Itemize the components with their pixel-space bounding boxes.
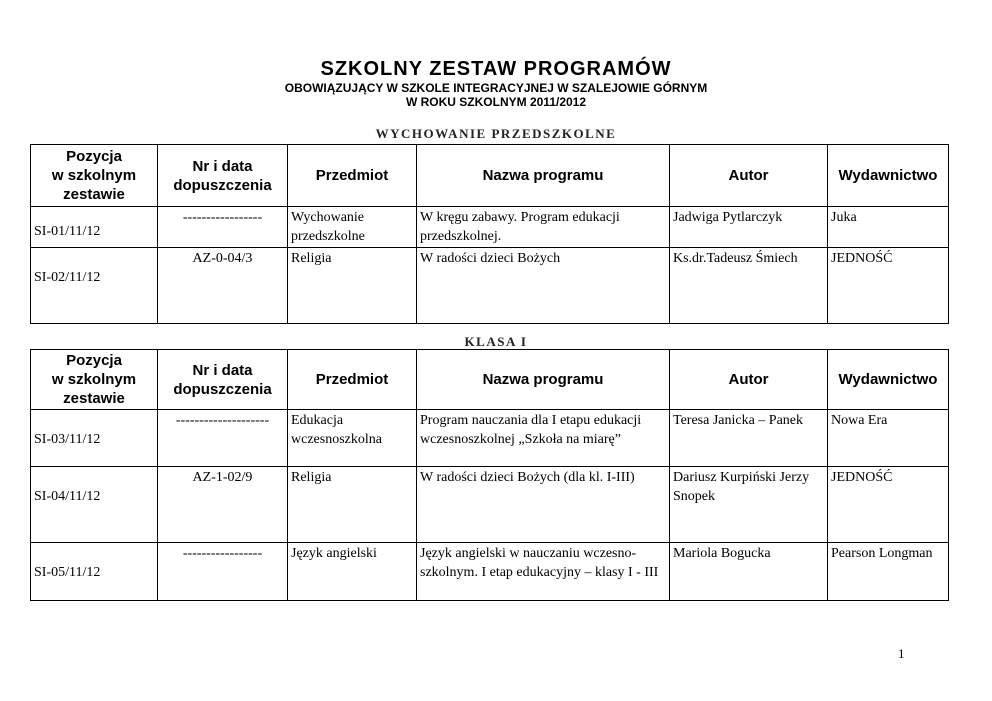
table-header-row	[31, 350, 949, 410]
cell-publisher: Pearson Longman	[828, 543, 949, 601]
cell-number: --------------------	[158, 410, 288, 467]
table-row	[31, 410, 949, 467]
header-line: zestawie	[63, 186, 125, 203]
cell-subject: Język angielski	[288, 543, 417, 601]
cell-program: Język angielski w nauczaniu wczesno-szkolnym. I etap edukacyjny – klasy I - III	[417, 543, 670, 601]
cell-publisher: JEDNOŚĆ	[828, 248, 949, 324]
cell-position	[31, 467, 158, 543]
column-header-number	[158, 145, 288, 207]
cell-author: Jadwiga Pytlarczyk	[670, 207, 828, 248]
cell-program: W radości dzieci Bożych	[417, 248, 670, 324]
column-header-program: Nazwa programu	[417, 145, 670, 207]
table-row	[31, 543, 949, 601]
column-header-number	[158, 350, 288, 410]
column-header-position	[31, 350, 158, 410]
cell-position	[31, 543, 158, 601]
column-header-publisher: Wydawnictwo	[828, 350, 949, 410]
header-line: w szkolnym	[51, 167, 137, 184]
section-title-preschool: WYCHOWANIE PRZEDSZKOLNE	[375, 126, 617, 141]
header-line: Pozycja	[66, 148, 122, 165]
program-table-preschool	[30, 144, 949, 324]
cell-author: Ks.dr.Tadeusz Śmiech	[670, 248, 828, 324]
section-title-class-1: KLASA I	[464, 334, 528, 349]
cell-number: -----------------	[158, 207, 288, 248]
column-header-program: Nazwa programu	[417, 350, 670, 410]
cell-position	[31, 248, 158, 324]
header-line: Nr i data	[192, 361, 253, 379]
cell-publisher: Juka	[828, 207, 949, 248]
cell-position: SI-01/11/12	[31, 207, 158, 248]
position-text: SI-05/11/12	[34, 565, 101, 580]
cell-author: Dariusz Kurpiński Jerzy Snopek	[670, 467, 828, 543]
position-text: SI-04/11/12	[34, 489, 101, 504]
table-row	[31, 467, 949, 543]
cell-number: -----------------	[158, 543, 288, 601]
cell-subject: Religia	[288, 467, 417, 543]
column-header-author: Autor	[670, 145, 828, 207]
document-subtitle-line-1: OBOWIĄZUJĄCY W SZKOLE INTEGRACYJNEJ W SZALEJOWIE GÓRNYM	[284, 81, 708, 95]
position-text: SI-03/11/12	[34, 432, 101, 447]
page-number: 1	[898, 646, 905, 661]
cell-program: W radości dzieci Bożych (dla kl. I-III)	[417, 467, 670, 543]
cell-subject: Edukacja wczesnoszkolna	[288, 410, 417, 467]
header-line: zestawie	[63, 390, 125, 407]
cell-author: Teresa Janicka – Panek	[670, 410, 828, 467]
table-row	[31, 248, 949, 324]
cell-publisher: Nowa Era	[828, 410, 949, 467]
column-header-publisher: Wydawnictwo	[828, 145, 949, 207]
column-header-subject: Przedmiot	[288, 145, 417, 207]
header-line: w szkolnym	[51, 371, 137, 388]
cell-subject: Wychowanie przedszkolne	[288, 207, 417, 248]
document-title: SZKOLNY ZESTAW PROGRAMÓW	[320, 58, 672, 80]
position-text: SI-02/11/12	[34, 270, 101, 285]
header-line: Nr i data	[192, 157, 253, 175]
cell-number: AZ-0-04/3	[158, 248, 288, 324]
cell-position	[31, 410, 158, 467]
cell-program: Program nauczania dla I etapu edukacji wczesnoszkolnej „Szkoła na miarę”	[417, 410, 670, 467]
document-subtitle-line-2: W ROKU SZKOLNYM 2011/2012	[405, 95, 587, 109]
cell-subject: Religia	[288, 248, 417, 324]
header-line: dopuszczenia	[173, 380, 272, 398]
cell-number: AZ-1-02/9	[158, 467, 288, 543]
column-header-subject: Przedmiot	[288, 350, 417, 410]
program-table-class-1	[30, 349, 949, 601]
table-header-row	[31, 145, 949, 207]
cell-author: Mariola Bogucka	[670, 543, 828, 601]
column-header-position	[31, 145, 158, 207]
header-line: Pozycja	[66, 352, 122, 369]
column-header-author: Autor	[670, 350, 828, 410]
cell-program: W kręgu zabawy. Program edukacji przedszkolnej.	[417, 207, 670, 248]
header-line: dopuszczenia	[173, 176, 272, 194]
table-row	[31, 207, 949, 248]
cell-publisher: JEDNOŚĆ	[828, 467, 949, 543]
